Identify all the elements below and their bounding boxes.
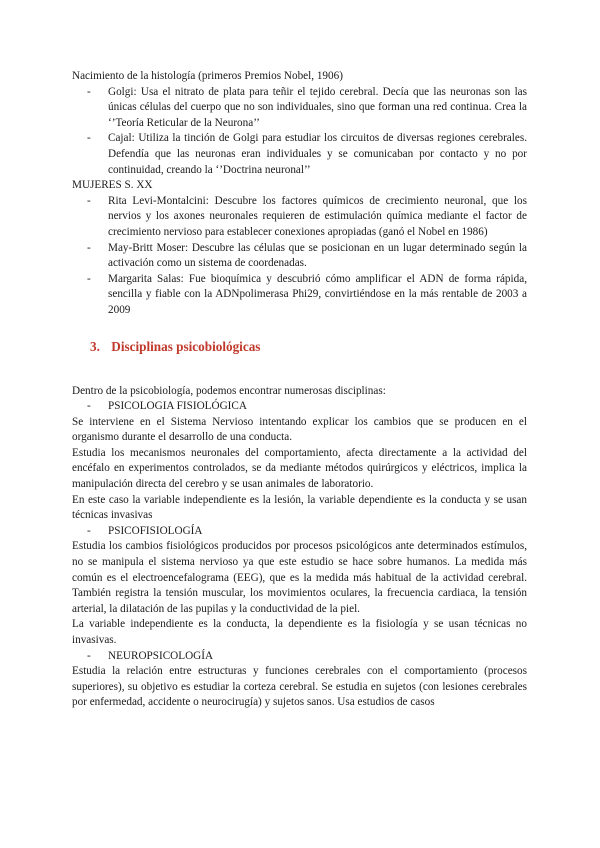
bullet-text: Cajal: Utiliza la tinción de Golgi para estudiar los circuitos de diversas regiones cerebrales. Defendía que las neuronas eran individuales y se comunicaban por contacto y no por continuidad, creando la ‘’Doctrina neuronal’’ bbox=[108, 132, 527, 176]
bullet-levi-montalcini bbox=[72, 194, 527, 241]
bullet-dash: - bbox=[87, 400, 91, 413]
section-title: Disciplinas psicobiológicas bbox=[111, 338, 261, 354]
discipline-heading bbox=[72, 649, 527, 665]
discipline-neuropsicologia bbox=[72, 649, 527, 711]
discipline-psicologia-fisiologica bbox=[72, 399, 527, 524]
paragraph: En este caso la variable independiente es la lesión, la variable dependiente es la conducta y se usan técnicas invasivas bbox=[72, 493, 527, 522]
discipline-name: PSICOFISIOLOGÍA bbox=[108, 524, 203, 537]
paragraph: Estudia la relación entre estructuras y funciones cerebrales con el comportamiento (procesos superiores), su objetivo es estudiar la corteza cerebral. Se estudia en sujetos (con lesiones cerebrales por enfermedad, accidente o neurocirugía) y sujetos sanos. Usa estudios de casos bbox=[72, 665, 527, 709]
discipline-psicofisiologia bbox=[72, 524, 527, 649]
bullet-dash: - bbox=[87, 524, 91, 537]
discipline-heading bbox=[72, 524, 527, 540]
bullet-text: May-Britt Moser: Descubre las células que se posicionan en un lugar determinado según la activación como un sistema de coordenadas. bbox=[108, 241, 527, 270]
nobel-bullet-list bbox=[72, 85, 527, 179]
bullet-salas bbox=[72, 272, 527, 319]
bullet-text: Rita Levi-Montalcini: Descubre los factores químicos de crecimiento neuronal, que los nervios y los axones neuronales requieren de estimulación química mediante el factor de crecimiento nervioso para establecer conexiones apropiadas (ganó el Nobel en 1986) bbox=[108, 194, 527, 238]
discipline-heading bbox=[72, 399, 527, 415]
women-bullet-list bbox=[72, 194, 527, 319]
section-intro: Dentro de la psicobiología, podemos encontrar numerosas disciplinas: bbox=[72, 384, 386, 397]
bullet-text: Golgi: Usa el nitrato de plata para teñir el tejido cerebral. Decía que las neuronas son las únicas células del cuerpo que no son individuales, sino que forman una red continua. Crea la ‘’Teoría Reticular de la Neurona’’ bbox=[108, 85, 527, 129]
bullet-text: Margarita Salas: Fue bioquímica y descubrió cómo amplificar el ADN de forma rápida, sencilla y fiable con la ADNpolimerasa Phi29, convirtiéndose en la más rentable de 2003 a 2009 bbox=[108, 272, 527, 316]
paragraph: Estudia los mecanismos neuronales del comportamiento, afecta directamente a la actividad del encéfalo en experimentos controlados, se da mediante métodos quirúrgicos y eléctricos, implica la manipulación directa del cerebro y se usan animales de laboratorio. bbox=[72, 446, 527, 491]
paragraph: La variable independiente es la conducta, la dependiente es la fisiología y se usan técnicas no invasivas. bbox=[72, 618, 527, 646]
bullet-dash: - bbox=[87, 649, 91, 662]
document-page bbox=[72, 69, 527, 711]
bullet-dash: - bbox=[87, 194, 91, 207]
paragraph: Estudia los cambios fisiológicos producidos por procesos psicológicos ante determinados estímulos, no se manipula el sistema nervioso ya que este estudio se hace sobre humanos. La medida más común es el electroencefalograma (EEG), que es la medida más habitual de la actividad cerebral. También registra la tensión muscular, los movimientos oculares, la frecuencia cardiaca, la tensión arterial, la dilatación de las pupilas y la conductividad de la piel. bbox=[72, 540, 527, 615]
bullet-dash: - bbox=[87, 132, 91, 145]
women-heading: MUJERES S. XX bbox=[72, 179, 153, 192]
bullet-dash: - bbox=[87, 272, 91, 285]
histology-heading: Nacimiento de la histología (primeros Premios Nobel, 1906) bbox=[72, 70, 343, 82]
bullet-dash: - bbox=[87, 241, 91, 254]
bullet-golgi bbox=[72, 85, 527, 132]
bullet-cajal bbox=[72, 131, 527, 178]
bullet-moser bbox=[72, 241, 527, 272]
discipline-name: PSICOLOGIA FISIOLÓGICA bbox=[108, 400, 247, 413]
discipline-name: NEUROPSICOLOGÍA bbox=[108, 649, 214, 662]
bullet-dash: - bbox=[87, 85, 91, 98]
paragraph: Se interviene en el Sistema Nervioso intentando explicar los cambios que se producen en el organismo durante el desarrollo de una conducta. bbox=[72, 415, 527, 444]
section-heading bbox=[72, 338, 527, 356]
section-number: 3. bbox=[90, 338, 100, 354]
